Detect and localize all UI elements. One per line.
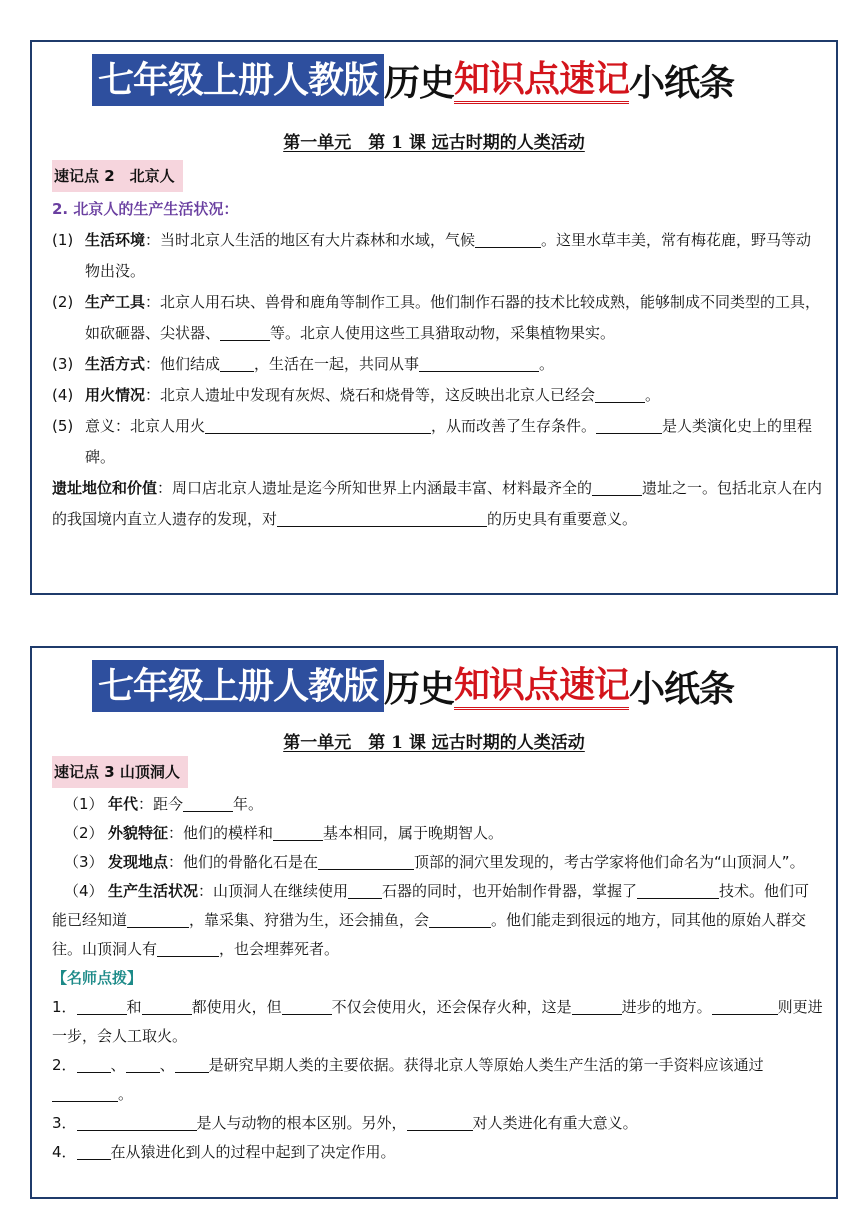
- banner-title: [92, 54, 734, 106]
- banner-suffix: 小纸条: [629, 61, 735, 104]
- banner-red: 知识点速记: [454, 663, 629, 710]
- note-card-1: [30, 40, 838, 595]
- list-item: (2) 生产工具：北京人用石块、兽骨和鹿角等制作工具。他们制作石器的技术比较成熟，能够制成不同类型的工具，如砍砸器、尖状器、 等。北京人使用这些工具猎取动物，采集植物果实。: [52, 293, 821, 342]
- fill-blank: [595, 384, 645, 403]
- banner-title: [92, 660, 734, 712]
- tip-item: 1． 和 都使用火，但 不仅会使用火，还会保存火种，这是 进步的地方。 则更进一步，会人工取火。: [52, 998, 823, 1045]
- note-card-2: [30, 646, 838, 1199]
- tip-item: 3． 是人与动物的根本区别。另外， 对人类进化有重大意义。: [52, 1114, 638, 1132]
- lesson-title: 第一单元 第 1 课 远古时期的人类活动: [283, 133, 585, 153]
- banner-suffix: 小纸条: [629, 667, 735, 710]
- section-subtitle: 2. 北京人的生产生活状况：: [52, 200, 239, 218]
- list-item: （4） 生产生活状况：山顶洞人在继续使用 石器的同时，也开始制作骨器，掌握了 技术。他们可能已经知道 ，靠采集、狩猎为生，还会捕鱼，会 。他们能走到很远的地方，同其他的原始人群交往。山顶洞人有 ，也会埋葬死者。: [52, 882, 810, 958]
- fill-blank: [282, 996, 332, 1015]
- fill-blank: [126, 1054, 160, 1073]
- list-item: (1) 生活环境：当时北京人生活的地区有大片森林和水域，气候 。这里水草丰美，常有梅花鹿，野马等动物出没。: [52, 231, 812, 280]
- fill-blank: [77, 1112, 197, 1131]
- site-value-paragraph: 遗址地位和价值：周口店北京人遗址是迄今所知世界上内涵最丰富、材料最齐全的 遗址之一。包括北京人在内的我国境内直立人遗存的发现，对 的历史具有重要意义。: [52, 479, 823, 528]
- fill-blank: [157, 938, 219, 957]
- fill-blank: [712, 996, 778, 1015]
- lesson-title: 第一单元 第 1 课 远古时期的人类活动: [283, 733, 585, 753]
- card1-content: [52, 160, 824, 535]
- fill-blank: [205, 415, 431, 434]
- fill-blank: [220, 353, 254, 372]
- teacher-tip-heading: 【名师点拨】: [52, 969, 143, 987]
- point-tag: 速记点 3 山顶洞人: [52, 756, 188, 788]
- fill-blank: [183, 793, 233, 812]
- list-item: (5) 意义：北京人用火 ，从而改善了生存条件。 是人类演化史上的里程碑。: [52, 417, 813, 466]
- list-item: (4) 用火情况：北京人遗址中发现有灰烬、烧石和烧骨等，这反映出北京人已经会 。: [52, 386, 661, 404]
- fill-blank: [77, 1141, 111, 1160]
- list-item: （2） 外貌特征：他们的模样和 基本相同，属于晚期智人。: [64, 824, 504, 842]
- point-tag: 速记点 2 北京人: [52, 160, 183, 192]
- fill-blank: [142, 996, 192, 1015]
- fill-blank: [596, 415, 662, 434]
- banner-highlight: 七年级上册人教版: [92, 660, 384, 712]
- banner-red: 知识点速记: [454, 57, 629, 104]
- fill-blank: [77, 1054, 111, 1073]
- tip-item: 4． 在从猿进化到人的过程中起到了决定作用。: [52, 1143, 396, 1161]
- banner-highlight: 七年级上册人教版: [92, 54, 384, 106]
- fill-blank: [429, 909, 491, 928]
- card2-content: [52, 756, 824, 1167]
- fill-blank: [127, 909, 189, 928]
- list-item: （3） 发现地点：他们的骨骼化石是在 顶部的洞穴里发现的，考古学家将他们命名为“山顶洞人”。: [64, 853, 805, 871]
- fill-blank: [220, 322, 270, 341]
- list-item: （1） 年代：距今 年。: [64, 795, 264, 813]
- tip-item: 2． 、 、 是研究早期人类的主要依据。获得北京人等原始人类生产生活的第一手资料应该通过。: [52, 1056, 764, 1103]
- fill-blank: [592, 477, 642, 496]
- banner-subject: 历史: [384, 667, 455, 710]
- fill-blank: [407, 1112, 473, 1131]
- fill-blank: [572, 996, 622, 1015]
- fill-blank: [277, 508, 487, 527]
- fill-blank: [419, 353, 539, 372]
- banner-subject: 历史: [384, 61, 455, 104]
- list-item: (3) 生活方式：他们结成 ，生活在一起，共同从事 。: [52, 355, 555, 373]
- fill-blank: [175, 1054, 209, 1073]
- fill-blank: [273, 822, 323, 841]
- fill-blank: [318, 851, 414, 870]
- fill-blank: [348, 880, 382, 899]
- fill-blank: [52, 1083, 118, 1102]
- fill-blank: [475, 229, 541, 248]
- fill-blank: [77, 996, 127, 1015]
- fill-blank: [637, 880, 719, 899]
